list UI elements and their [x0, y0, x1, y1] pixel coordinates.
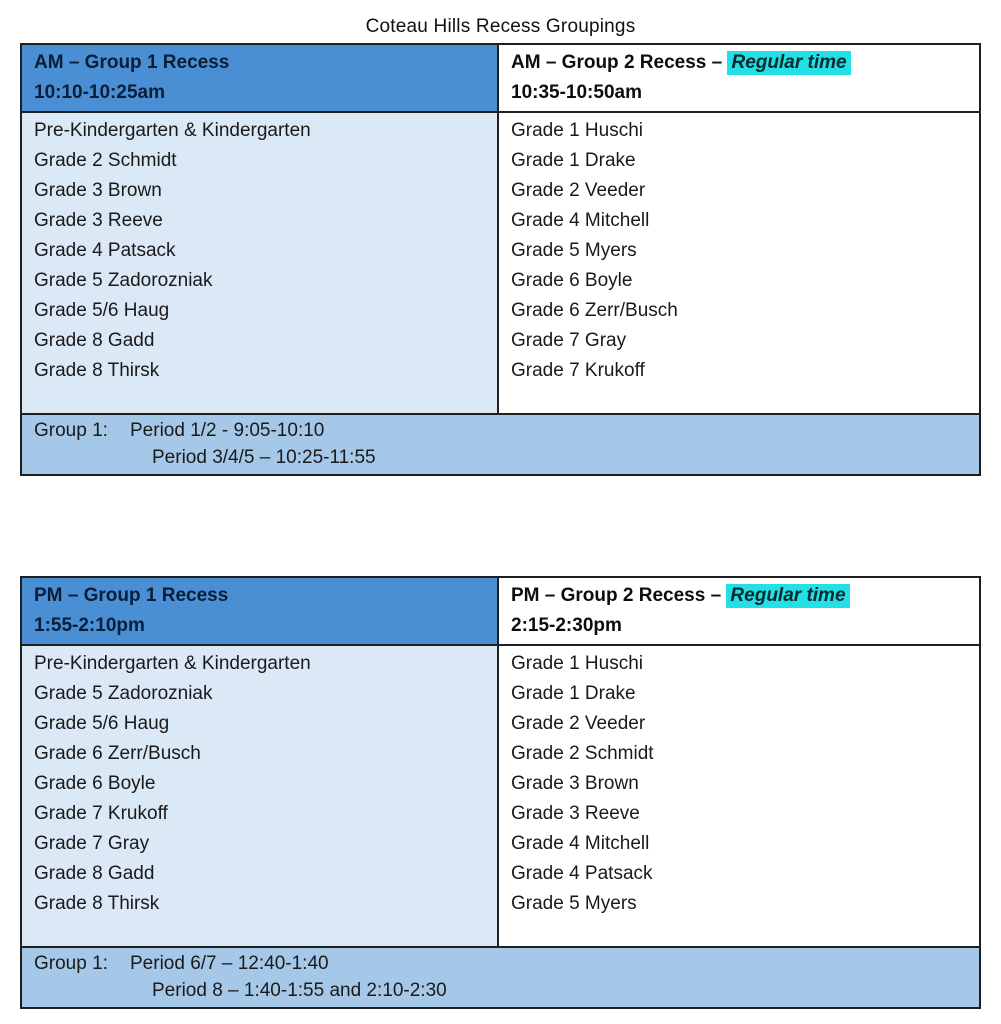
am-group2-highlight: Regular time	[727, 51, 850, 75]
class-row: Grade 2 Schmidt	[511, 743, 654, 764]
class-row: Grade 8 Gadd	[34, 330, 155, 351]
class-row: Grade 5 Zadorozniak	[34, 683, 213, 704]
pm-header-row	[22, 578, 979, 646]
class-row: Grade 5/6 Haug	[34, 713, 170, 734]
class-row: Grade 4 Patsack	[511, 863, 653, 884]
pm-schedule-footer	[22, 948, 979, 1007]
class-row: Grade 7 Krukoff	[511, 360, 645, 381]
am-group2-list	[499, 113, 979, 413]
class-row: Grade 7 Krukoff	[34, 803, 168, 824]
class-row: Grade 8 Gadd	[34, 863, 155, 884]
class-row: Grade 6 Boyle	[511, 270, 633, 291]
am-group2-header-prefix: AM – Group 2 Recess –	[511, 52, 728, 73]
class-row: Grade 4 Patsack	[34, 240, 176, 261]
class-row: Grade 5 Zadorozniak	[34, 270, 213, 291]
class-row: Grade 3 Brown	[34, 180, 162, 201]
am-group2-header-title	[511, 48, 969, 78]
class-row: Grade 6 Zerr/Busch	[511, 300, 678, 321]
class-row: Pre-Kindergarten & Kindergarten	[34, 120, 311, 141]
page-title: Coteau Hills Recess Groupings	[365, 16, 636, 37]
pm-group2-header-cell	[499, 578, 979, 644]
class-row: Grade 5 Myers	[511, 240, 637, 261]
am-footer-group-label: Group 1:	[34, 420, 108, 441]
pm-footer-group-label: Group 1:	[34, 953, 108, 974]
class-row: Grade 2 Veeder	[511, 713, 646, 734]
pm-body-row	[22, 646, 979, 948]
class-row: Grade 8 Thirsk	[34, 893, 160, 914]
class-row: Grade 1 Drake	[511, 150, 636, 171]
am-footer-period1: Period 1/2 - 9:05-10:10	[130, 420, 325, 441]
class-row: Grade 7 Gray	[34, 833, 150, 854]
pm-group2-header-prefix: PM – Group 2 Recess –	[511, 585, 727, 606]
class-row: Grade 5 Myers	[511, 893, 637, 914]
am-group2-header-time: 10:35-10:50am	[511, 82, 642, 103]
am-group1-header-time: 10:10-10:25am	[34, 82, 165, 103]
am-group1-list	[22, 113, 499, 413]
class-row: Grade 6 Boyle	[34, 773, 156, 794]
am-group1-header-title: AM – Group 1 Recess	[34, 52, 230, 73]
class-row: Grade 8 Thirsk	[34, 360, 160, 381]
am-group2-header-cell	[499, 45, 979, 111]
pm-footer-period1: Period 6/7 – 12:40-1:40	[130, 953, 329, 974]
class-row: Grade 2 Schmidt	[34, 150, 177, 171]
pm-group1-list	[22, 646, 499, 946]
pm-group1-header-time: 1:55-2:10pm	[34, 615, 145, 636]
class-row: Grade 6 Zerr/Busch	[34, 743, 201, 764]
pm-footer-period2: Period 8 – 1:40-1:55 and 2:10-2:30	[152, 980, 447, 1001]
class-row: Grade 5/6 Haug	[34, 300, 170, 321]
am-header-row	[22, 45, 979, 113]
pm-group1-header-cell	[22, 578, 499, 644]
class-row: Grade 3 Reeve	[34, 210, 163, 231]
am-body-row	[22, 113, 979, 415]
pm-group2-header-time: 2:15-2:30pm	[511, 615, 622, 636]
class-row: Grade 1 Drake	[511, 683, 636, 704]
pm-footer-line1	[34, 950, 969, 977]
class-row: Grade 2 Veeder	[511, 180, 646, 201]
class-row: Pre-Kindergarten & Kindergarten	[34, 653, 311, 674]
am-footer-period2: Period 3/4/5 – 10:25-11:55	[152, 447, 376, 468]
pm-group1-header-title: PM – Group 1 Recess	[34, 585, 229, 606]
class-row: Grade 3 Brown	[511, 773, 639, 794]
pm-group2-header-title	[511, 581, 969, 611]
pm-recess-table	[20, 576, 981, 1009]
class-row: Grade 4 Mitchell	[511, 833, 650, 854]
am-footer-line1	[34, 417, 969, 444]
am-schedule-footer	[22, 415, 979, 474]
am-recess-table	[20, 43, 981, 476]
class-row: Grade 4 Mitchell	[511, 210, 650, 231]
pm-group2-list	[499, 646, 979, 946]
pm-group2-highlight: Regular time	[726, 584, 849, 608]
class-row: Grade 1 Huschi	[511, 120, 644, 141]
class-row: Grade 1 Huschi	[511, 653, 644, 674]
class-row: Grade 7 Gray	[511, 330, 627, 351]
class-row: Grade 3 Reeve	[511, 803, 640, 824]
am-group1-header-cell	[22, 45, 499, 111]
